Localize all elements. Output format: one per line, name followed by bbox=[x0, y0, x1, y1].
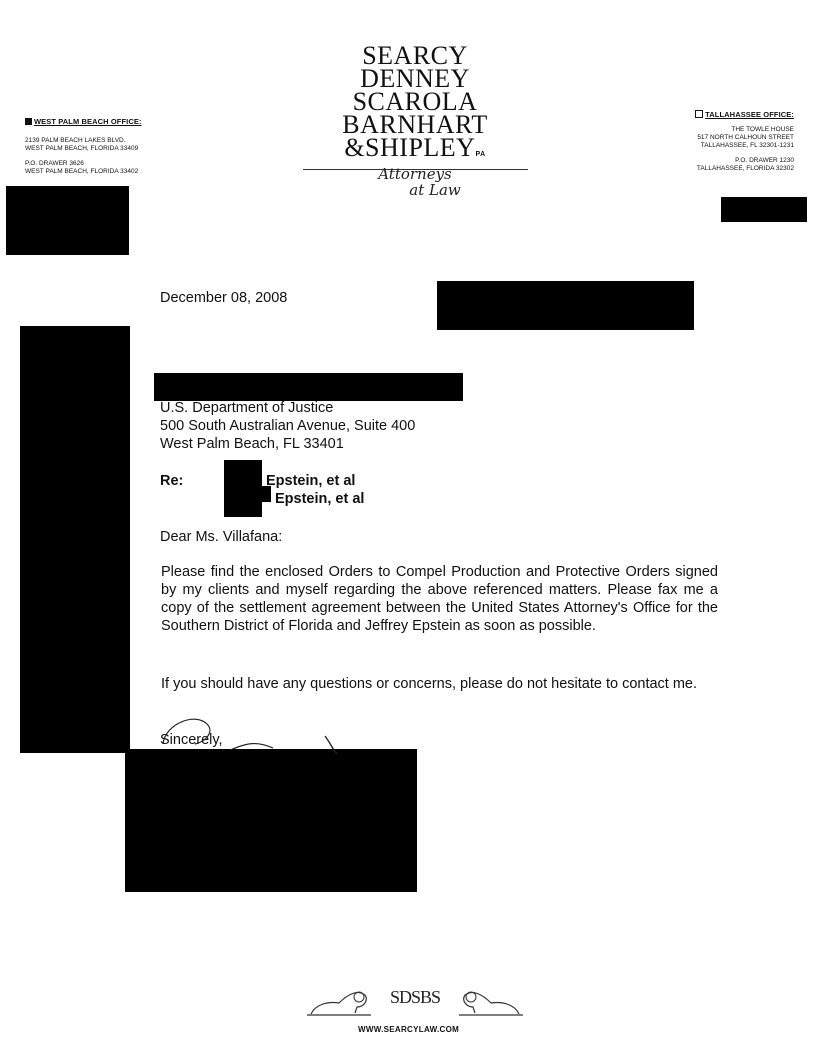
re-line-1: Epstein, et al bbox=[266, 473, 356, 489]
firm-logo: SEARCY DENNEY SCAROLA BARNHART &SHIPLEYPA Attorneys at Law bbox=[300, 44, 530, 198]
redaction-box bbox=[6, 186, 129, 255]
footer-emblem bbox=[305, 985, 525, 1017]
west-palm-beach-po-box: P.O. DRAWER 3626 WEST PALM BEACH, FLORIDA 33402 bbox=[25, 160, 139, 175]
checkbox-empty-icon bbox=[695, 110, 703, 118]
logo-shipley-line: &SHIPLEYPA bbox=[344, 133, 486, 162]
redaction-box bbox=[224, 460, 262, 517]
recipient-address: U.S. Department of Justice 500 South Australian Avenue, Suite 400 West Palm Beach, FL 33401 bbox=[160, 400, 416, 452]
closing: Sincerely, bbox=[160, 732, 223, 748]
re-line-2: Epstein, et al bbox=[275, 491, 365, 507]
redaction-box bbox=[154, 373, 463, 401]
letter-paragraph-1: Please find the enclosed Orders to Compel Production and Protective Orders signed by my clients and myself regarding the above referenced matters. Please fax me a copy of the settlement agreement between the United States Attorney's Office for the Southern District of Florida and Jeffrey Epstein as soon as possible. bbox=[161, 564, 718, 634]
redaction-box bbox=[20, 326, 130, 753]
west-palm-beach-office-heading: WEST PALM BEACH OFFICE: bbox=[25, 117, 205, 126]
tallahassee-street-address: THE TOWLE HOUSE 517 NORTH CALHOUN STREET TALLAHASSEE, FL 32301-1231 bbox=[697, 126, 794, 149]
tallahassee-office-block bbox=[640, 110, 794, 173]
signature-mark bbox=[155, 714, 355, 754]
logo-tagline: Attorneys at Law bbox=[378, 165, 461, 199]
redaction-box bbox=[721, 197, 807, 222]
footer-monogram: SDSBS bbox=[389, 987, 441, 1007]
tallahassee-po-box: P.O. DRAWER 1230 TALLAHASSEE, FLORIDA 32302 bbox=[696, 157, 794, 172]
tallahassee-office-heading: TALLAHASSEE OFFICE: bbox=[640, 110, 794, 119]
footer-url: WWW.SEARCYLAW.COM bbox=[358, 1025, 460, 1034]
salutation: Dear Ms. Villafana: bbox=[160, 529, 283, 545]
letter-paragraph-2: If you should have any questions or concerns, please do not hesitate to contact me. bbox=[161, 676, 698, 692]
lion-left-icon bbox=[305, 985, 375, 1017]
re-label: Re: bbox=[160, 473, 184, 489]
lion-right-icon bbox=[455, 985, 525, 1017]
redaction-box bbox=[125, 749, 417, 892]
redaction-box bbox=[437, 281, 694, 330]
letter-date: December 08, 2008 bbox=[160, 290, 288, 306]
west-palm-beach-street-address: 2139 PALM BEACH LAKES BLVD. WEST PALM BEACH, FLORIDA 33409 bbox=[25, 137, 139, 152]
checkbox-filled-icon bbox=[25, 118, 32, 125]
west-palm-beach-office-block bbox=[25, 117, 205, 176]
